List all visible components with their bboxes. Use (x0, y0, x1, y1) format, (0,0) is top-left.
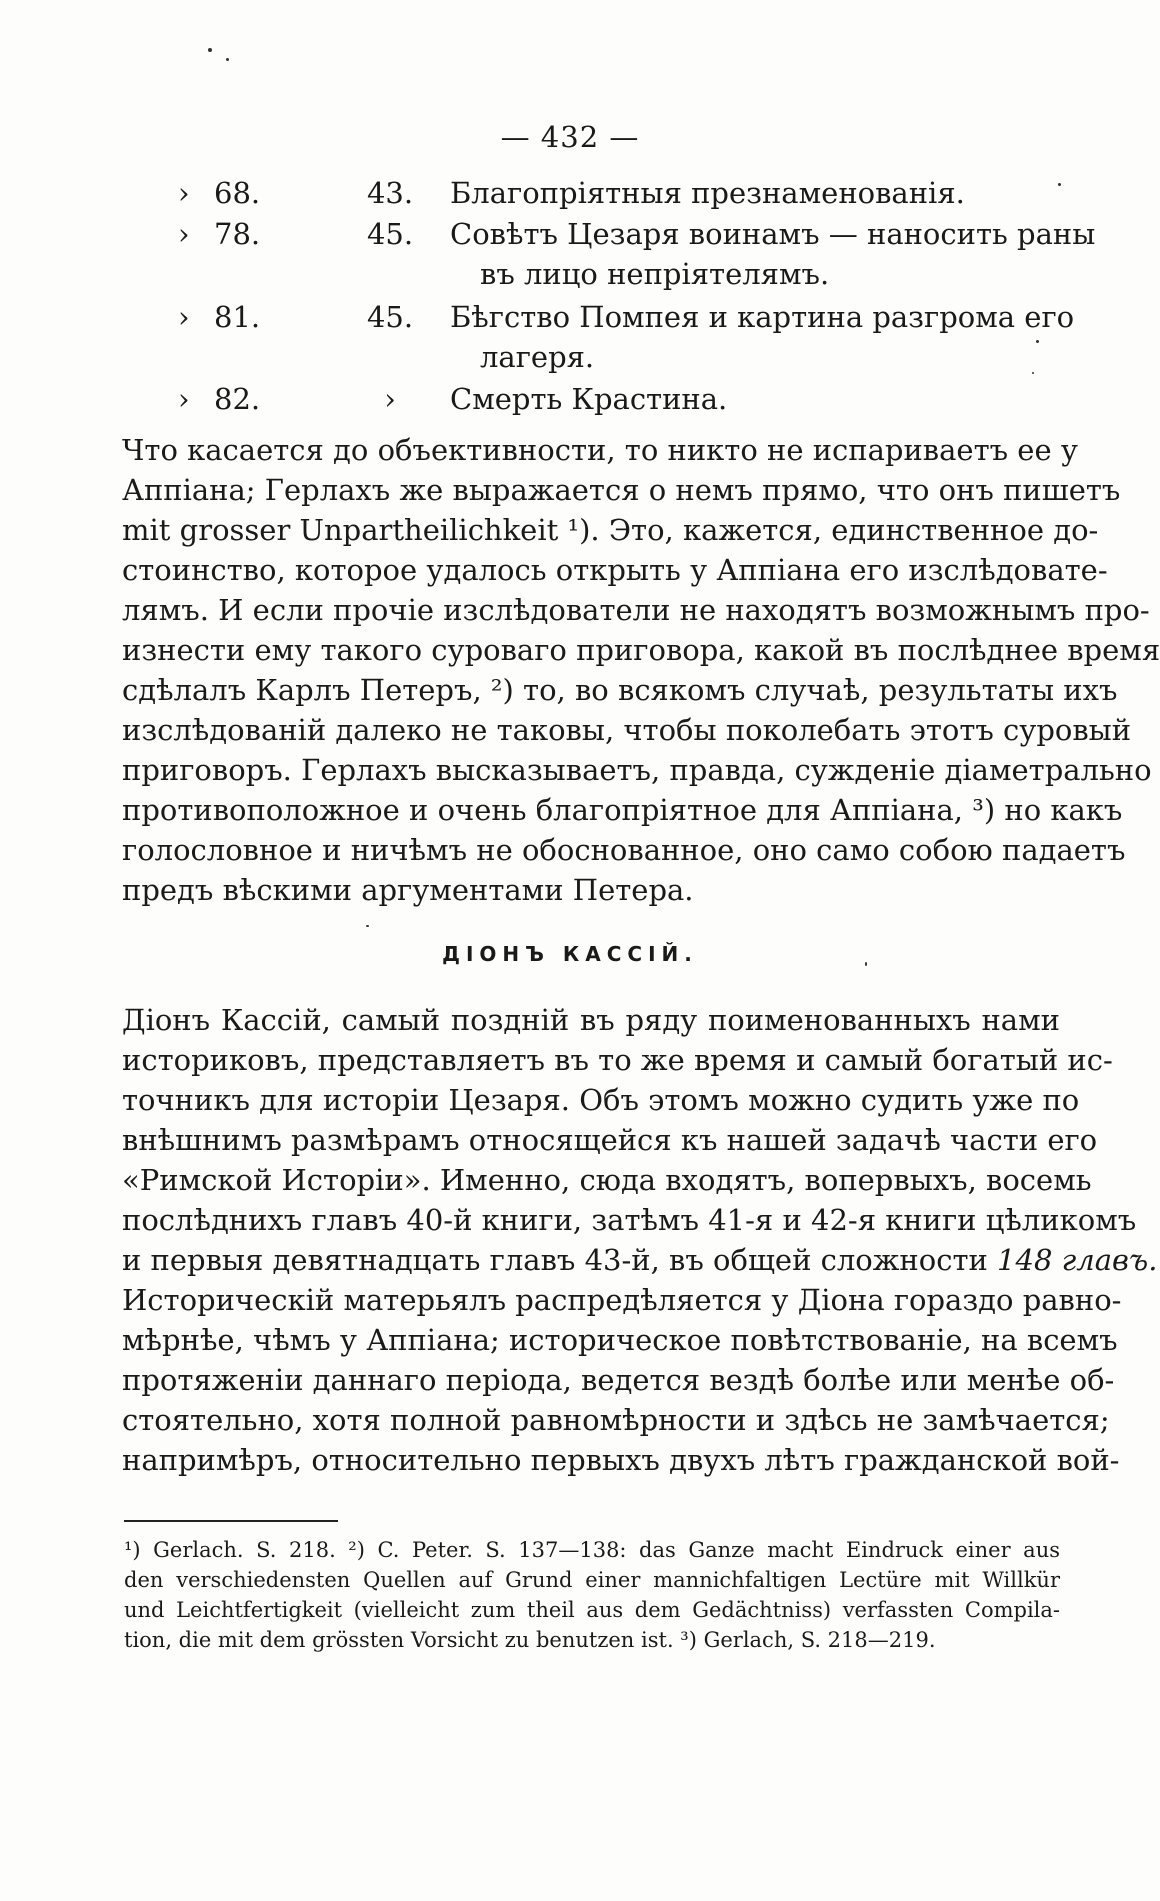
scan-speck (226, 58, 229, 61)
text-line: Діонъ Кассій, самый поздній въ ряду поименованныхъ нами (122, 1003, 1060, 1037)
text-line: лямъ. И если прочіе изслѣдователи не находятъ возможнымъ про- (122, 593, 1150, 627)
ditto-mark: › (178, 176, 190, 210)
paragraph-number: 45. (366, 300, 414, 334)
ditto-mark: › (178, 382, 190, 416)
toc-entry (0, 300, 1140, 340)
chapter-number: 78. (214, 217, 261, 251)
text-line: стоятельно, хотя полной равномѣрности и здѣсь не замѣчается; (122, 1403, 1110, 1437)
page-number: — 432 — (500, 120, 640, 154)
scan-speck (366, 925, 369, 927)
text-line: изнести ему такого суроваго приговора, какой въ послѣднее время (122, 633, 1160, 667)
paragraph-number: › (384, 382, 396, 416)
text-line: напримѣръ, относительно первыхъ двухъ лѣтъ гражданской вой- (122, 1443, 1120, 1477)
toc-entry-continuation (0, 340, 1140, 380)
footnote-divider (124, 1520, 338, 1522)
text-line: сдѣлалъ Карлъ Петеръ, ²) то, во всякомъ случаѣ, результаты ихъ (122, 673, 1118, 707)
text-line: послѣднихъ главъ 40-й книги, затѣмъ 41-я и 42-я книги цѣликомъ (122, 1203, 1137, 1237)
toc-text: Совѣтъ Цезаря воинамъ — наносить раны (450, 217, 1096, 251)
text-line: mit grosser Unpartheilichkeit ¹). Это, кажется, единственное до- (122, 513, 1099, 547)
text-line: «Римской Исторіи». Именно, сюда входятъ, вопервыхъ, восемь (122, 1163, 1092, 1197)
text-line: предъ вѣскими аргументами Петера. (122, 873, 694, 907)
chapter-number: 82. (214, 382, 261, 416)
ditto-mark: › (178, 300, 190, 334)
text-line: изслѣдованій далеко не таковы, чтобы поколебать этотъ суровый (122, 713, 1132, 747)
text-line: Аппіана; Герлахъ же выражается о немъ прямо, что онъ пишетъ (122, 473, 1121, 507)
scan-speck (1058, 183, 1061, 186)
toc-text-continuation: въ лицо непріятелямъ. (480, 257, 830, 291)
text-line: Историческій матерьялъ распредѣляется у Діона гораздо равно- (122, 1283, 1122, 1317)
toc-entry (0, 217, 1140, 257)
footnote-line: den verschiedensten Quellen auf Grund einer mannichfaltigen Lectüre mit Willkür (124, 1568, 1060, 1592)
toc-text: Смерть Крастина. (450, 382, 728, 416)
text-line: стоинство, которое удалось открыть у Аппіана его изслѣдовате- (122, 553, 1108, 587)
text-line: протяженіи даннаго періода, ведется вездѣ болѣе или менѣе об- (122, 1363, 1115, 1397)
chapter-number: 68. (214, 176, 261, 210)
paragraph-number: 45. (366, 217, 414, 251)
ditto-mark: › (178, 217, 190, 251)
chapter-number: 81. (214, 300, 261, 334)
text-line: Что касается до объективности, то никто не испариваетъ ее у (122, 433, 1078, 467)
footnote-line: und Leichtfertigkeit (vielleicht zum theil aus dem Gedächtniss) verfassten Compila- (124, 1598, 1060, 1622)
scan-speck (208, 48, 212, 52)
toc-text: Благопріятныя презнаменованія. (450, 176, 965, 210)
scan-speck (1032, 372, 1034, 374)
text-line: историковъ, представляетъ въ то же время и самый богатый ис- (122, 1043, 1113, 1077)
scan-speck (1036, 340, 1039, 343)
toc-entry (0, 382, 1140, 422)
footnote-line: ¹) Gerlach. S. 218. ²) C. Peter. S. 137—138: das Ganze macht Eindruck einer aus (124, 1538, 1060, 1562)
text-line: приговоръ. Герлахъ высказываетъ, правда, сужденіе діаметрально (122, 753, 1152, 787)
text-line: точникъ для исторіи Цезаря. Объ этомъ можно судить уже по (122, 1083, 1080, 1117)
toc-text: Бѣгство Помпея и картина разгрома его (450, 300, 1075, 334)
toc-entry-continuation (0, 257, 1140, 297)
chapter-count-emphasis: 148 главъ. (997, 1243, 1158, 1277)
text-line: голословное и ничѣмъ не обоснованное, оно само собою падаетъ (122, 833, 1126, 867)
text-line: противоположное и очень благопріятное для Аппіана, ³) но какъ (122, 793, 1123, 827)
section-heading: ДІОНЪ КАССІЙ. (442, 942, 698, 966)
text-line: мѣрнѣе, чѣмъ у Аппіана; историческое повѣтствованіе, на всемъ (122, 1323, 1118, 1357)
text-line (122, 1240, 1158, 1280)
text-line: внѣшнимъ размѣрамъ относящейся къ нашей задачѣ части его (122, 1123, 1098, 1157)
paragraph-number: 43. (366, 176, 414, 210)
scan-speck (865, 962, 867, 966)
toc-text-continuation: лагеря. (480, 340, 595, 374)
text-line-main: и первыя девятнадцать главъ 43-й, въ общей сложности (122, 1243, 988, 1277)
footnote-line: tion, die mit dem grössten Vorsicht zu benutzen ist. ³) Gerlach, S. 218—219. (124, 1628, 936, 1652)
toc-entry (0, 176, 1140, 216)
